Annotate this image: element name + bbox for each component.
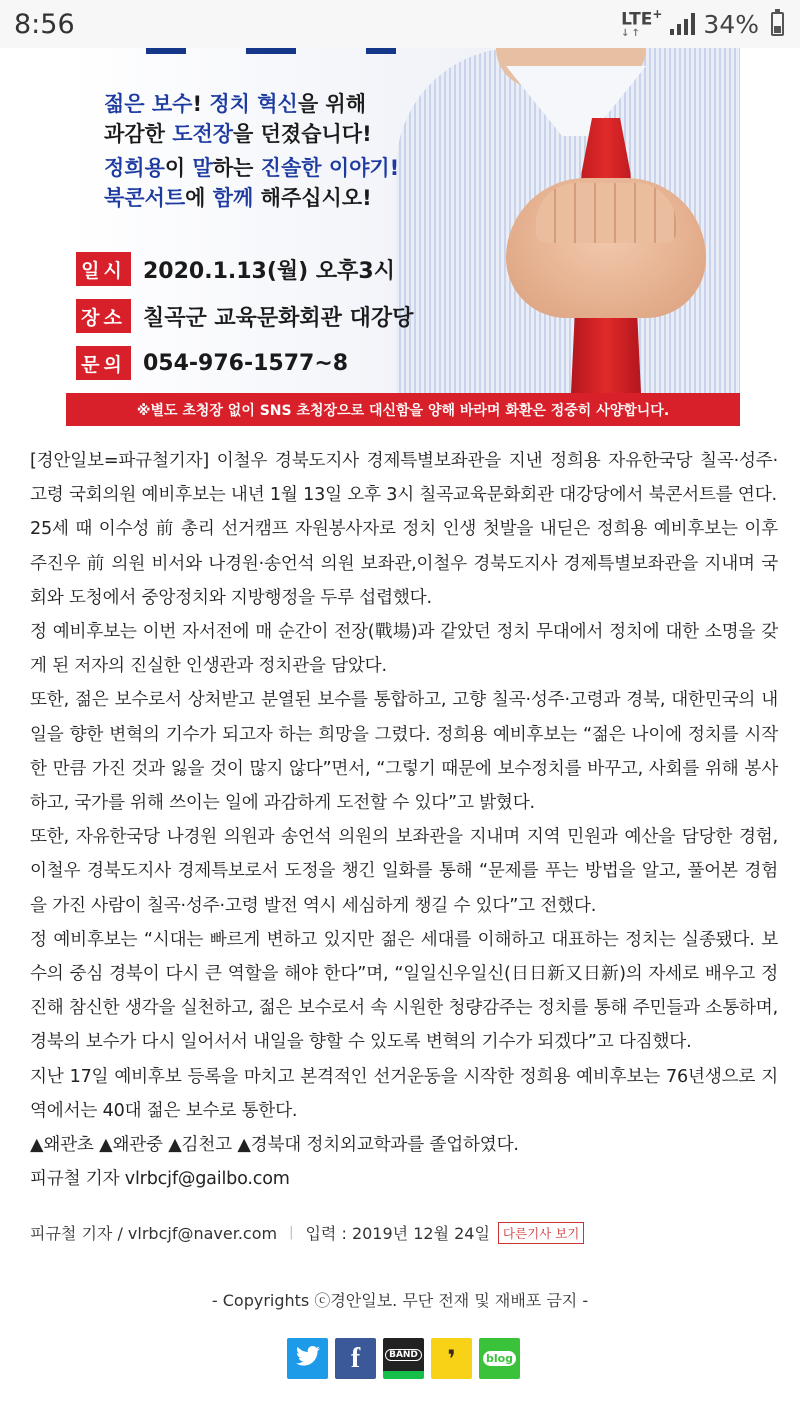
lte-icon: LTE+ ↓↑ — [621, 7, 663, 39]
copyright-notice: - Copyrights ⓒ경안일보. 무단 전재 및 재배포 금지 - — [211, 1291, 589, 1310]
date-tag: 일시 — [76, 252, 131, 286]
article-paragraph: 또한, 자유한국당 나경원 의원과 송언석 의원의 보좌관을 지내며 지역 민원과 예산을 담당한 경험, 이철우 경북도지사 경제특보로서 도정을 챙긴 일화를 통해 “문제를 푸는 방법을 알고, 풀어본 경험을 가진 사람이 칠곡·성주·고령 발전 역시 세심하게 챙길 수 있다”고 전했다. — [30, 827, 778, 916]
article-paragraph: ▲왜관초 ▲왜관중 ▲김천고 ▲경북대 정치외교학과를 졸업하였다. — [30, 1135, 519, 1156]
contact-value: 054-976-1577~8 — [143, 350, 349, 376]
kakaostory-share-button[interactable] — [431, 1338, 472, 1379]
article-paragraph: 지난 17일 예비후보 등록을 마치고 본격적인 선거운동을 시작한 정희용 예비후보는 76년생으로 지역에서는 40대 젊은 보수로 통한다. — [30, 1066, 778, 1121]
byline-author: 피규철 기자 / vlrbcjf@naver.com — [30, 1224, 278, 1243]
article-paragraph: 또한, 젊은 보수로서 상처받고 분열된 보수를 통합하고, 고향 칠곡·성주·고령과 경북, 대한민국의 내일을 향한 변혁의 기수가 되고자 하는 희망을 그렸다. 정희용 예비후보는 “젊은 나이에 정치를 시작한 만큼 가진 것과 잃을 것이 많지 않다”면서, “그렇기 때문에 보수정치를 바꾸고, 사회를 위해 봉사하고, 국가를 위해 쓰이는 일에 과감하게 도전할 수 있다”고 밝혔다. — [30, 690, 778, 814]
article-paragraph: 피규철 기자 vlrbcjf@gailbo.com — [30, 1169, 290, 1190]
banner-line-4: 북콘서트에 함께 해주십시오! — [104, 186, 372, 210]
banner-notice: ※별도 초청장 없이 SNS 초청장으로 대신함을 양해 바라며 화환은 정중히 사양합니다. — [66, 393, 740, 426]
status-bar — [0, 0, 800, 48]
banner-line-1: 젊은 보수! 정치 혁신을 위해 — [104, 92, 366, 116]
band-share-button[interactable] — [383, 1338, 424, 1379]
facebook-share-button[interactable] — [335, 1338, 376, 1379]
kakaostory-icon: ❜ — [447, 1344, 456, 1373]
status-time: 8:56 — [14, 8, 75, 40]
article-paragraph: 25세 때 이수성 前 총리 선거캠프 자원봉사자로 정치 인생 첫발을 내딛은 정희용 예비후보는 이후 주진우 前 의원 비서와 나경원·송언석 의원 보좌관,이철우 경북도지사 경제특별보좌관을 지내며 국회와 도청에서 중앙정치와 지방행정을 두루 섭렵했다. — [30, 519, 778, 608]
article-paragraph: [경안일보=파규철기자] 이철우 경북도지사 경제특별보좌관을 지낸 정희용 자유한국당 칠곡·성주·고령 국회의원 예비후보는 내년 1월 13일 오후 3시 칠곡교육문화회관 대강당에서 북콘서트를 연다. — [30, 451, 778, 506]
article-paragraph: 정 예비후보는 “시대는 빠르게 변하고 있지만 젊은 세대를 이해하고 대표하는 정치는 실종됐다. 보수의 중심 경북이 다시 큰 역할을 해야 한다”며, “일일신우일신(日日新又日新)의 자세로 배우고 정진해 참신한 생각을 실천하고, 젊은 보수로서 속 시원한 청량감주는 정치를 통해 주민들과 소통하며, 경북의 보수가 다시 일어서서 내일을 향할 수 있도록 변혁의 기수가 되겠다”고 다짐했다. — [30, 929, 778, 1053]
place-value: 칠곡군 교육문화회관 대강당 — [143, 305, 414, 331]
banner-line-3: 정희용이 말하는 진솔한 이야기! — [104, 156, 400, 180]
banner-decor — [146, 48, 186, 54]
banner-line-2: 과감한 도전장을 던졌습니다! — [104, 122, 372, 146]
article-byline — [30, 1221, 584, 1244]
blog-icon: blog — [483, 1351, 516, 1366]
share-bar — [287, 1338, 520, 1379]
banner-decor — [366, 48, 396, 54]
band-icon: BAND — [385, 1349, 422, 1361]
place-tag: 장소 — [76, 299, 131, 333]
status-icons — [621, 7, 784, 41]
event-place-row — [76, 299, 413, 333]
book-concert-banner — [66, 48, 740, 426]
byline-date: 입력 : 2019년 12월 24일 — [305, 1224, 490, 1243]
candidate-fingers — [536, 183, 676, 243]
contact-tag: 문의 — [76, 346, 131, 380]
battery-icon — [771, 12, 784, 36]
article-body — [30, 444, 778, 1196]
banner-decor — [246, 48, 296, 54]
more-articles-button[interactable]: 다른기사 보기 — [498, 1222, 584, 1244]
facebook-icon: f — [350, 1342, 361, 1374]
signal-icon — [670, 13, 695, 35]
byline-separator: | — [289, 1225, 294, 1240]
twitter-icon — [296, 1346, 320, 1372]
date-value: 2020.1.13(월) 오후3시 — [143, 258, 395, 284]
blog-share-button[interactable] — [479, 1338, 520, 1379]
article-paragraph: 정 예비후보는 이번 자서전에 매 순간이 전장(戰場)과 같았던 정치 무대에서 정치에 대한 소명을 갖게 된 저자의 진실한 인생관과 정치관을 담았다. — [30, 622, 778, 677]
event-contact-row — [76, 346, 348, 380]
event-date-row — [76, 252, 395, 286]
battery-percent: 34% — [703, 9, 759, 39]
twitter-share-button[interactable] — [287, 1338, 328, 1379]
